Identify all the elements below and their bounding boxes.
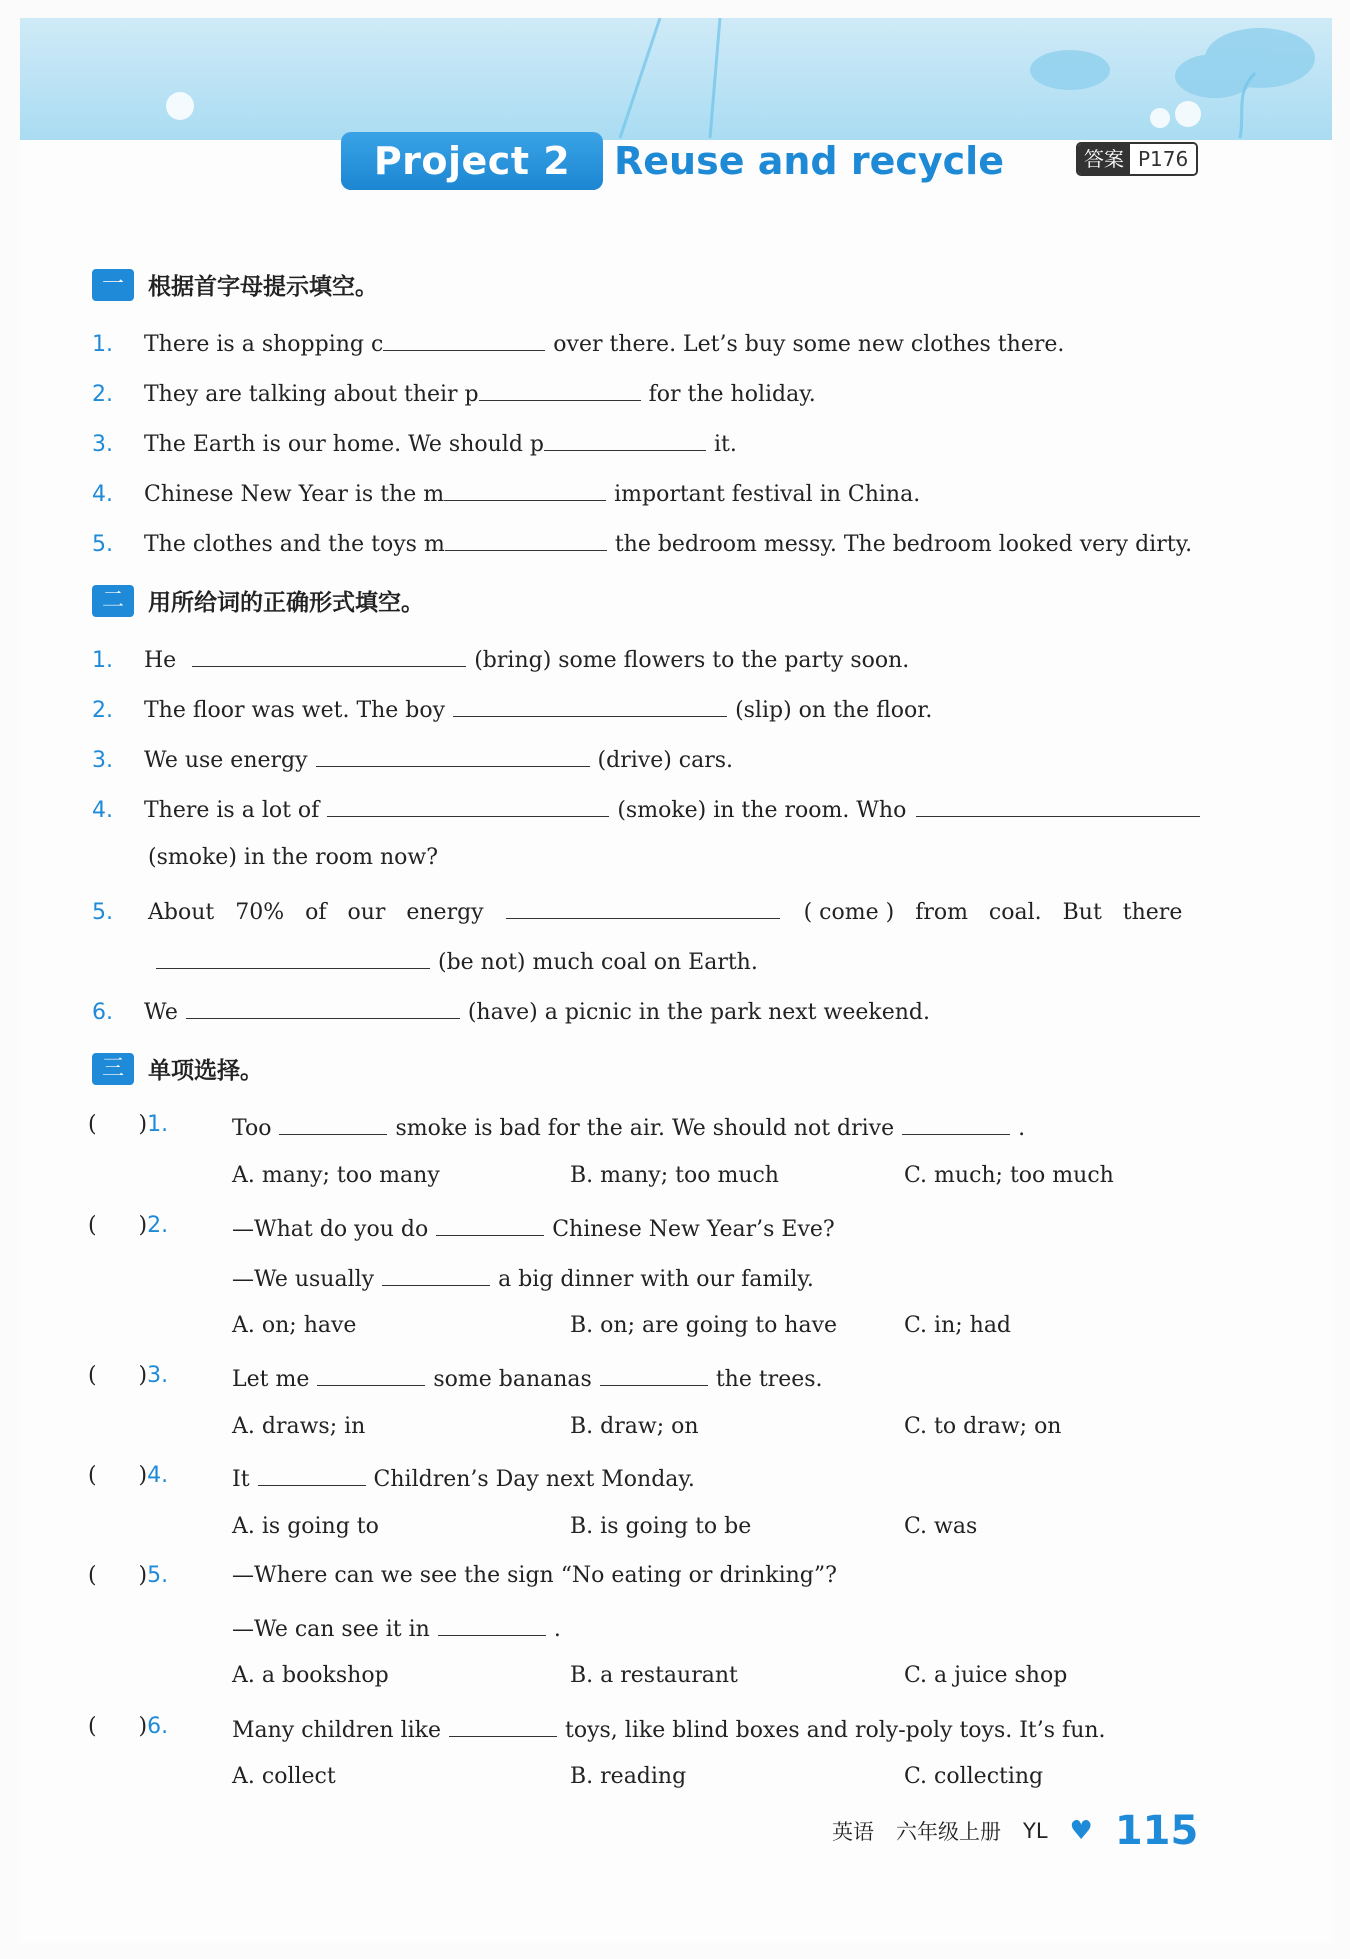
answer-blank[interactable] xyxy=(479,376,641,401)
question-text: the trees. xyxy=(715,1367,823,1392)
option-a[interactable]: A. on; have xyxy=(232,1313,357,1338)
question-number: 5. xyxy=(92,532,113,557)
section-title: 单项选择。 xyxy=(148,1058,263,1084)
answer-blank[interactable] xyxy=(445,526,607,551)
footer-grade: 六年级上册 xyxy=(896,1820,1001,1844)
answer-bracket[interactable]: ( )3. xyxy=(88,1363,169,1388)
answer-blank[interactable] xyxy=(186,994,460,1019)
answer-blank[interactable] xyxy=(192,642,466,667)
question-text: Chinese New Year’s Eve? xyxy=(552,1217,835,1242)
s2-question-3 xyxy=(92,742,733,776)
question-number: 3. xyxy=(147,1363,169,1388)
mc-question-3 xyxy=(232,1361,823,1395)
option-a[interactable]: A. a bookshop xyxy=(232,1663,389,1688)
section-1-heading xyxy=(92,268,378,301)
question-number: 2. xyxy=(92,382,113,407)
section-badge: 三 xyxy=(92,1053,134,1085)
footer-edition: YL xyxy=(1023,1819,1048,1843)
question-text: We use energy xyxy=(144,748,308,773)
mc-question-4 xyxy=(232,1461,695,1495)
question-number: 4. xyxy=(92,798,113,823)
question-text: . xyxy=(553,1617,561,1642)
question-text: over there. Let’s buy some new clothes there. xyxy=(553,332,1065,357)
option-c[interactable]: C. was xyxy=(904,1514,978,1539)
answer-bracket[interactable]: ( )2. xyxy=(88,1213,169,1238)
answer-bracket[interactable]: ( )6. xyxy=(88,1714,169,1739)
option-b[interactable]: B. a restaurant xyxy=(570,1663,738,1688)
option-b[interactable]: B. is going to be xyxy=(570,1514,752,1539)
answer-blank[interactable] xyxy=(316,742,590,767)
option-c[interactable]: C. collecting xyxy=(904,1764,1044,1789)
question-text: (be not) much coal on Earth. xyxy=(438,950,758,975)
question-text: smoke is bad for the air. We should not drive xyxy=(395,1116,895,1141)
s1-question-1 xyxy=(92,326,1064,360)
answer-bracket[interactable]: ( )4. xyxy=(88,1463,169,1488)
option-b[interactable]: B. draw; on xyxy=(570,1414,699,1439)
mc-question-2-response xyxy=(232,1261,814,1295)
question-text: Let me xyxy=(232,1367,310,1392)
question-text: He xyxy=(144,648,177,673)
question-number: 2. xyxy=(147,1213,169,1238)
question-text: —We usually xyxy=(232,1267,375,1292)
question-number: 6. xyxy=(147,1714,169,1739)
workbook-page xyxy=(20,18,1332,1943)
question-text: Too xyxy=(232,1116,272,1141)
s2-question-5 xyxy=(92,894,1182,928)
header-banner xyxy=(20,18,1332,140)
s1-question-2 xyxy=(92,376,816,410)
option-b[interactable]: B. reading xyxy=(570,1764,687,1789)
section-2-heading xyxy=(92,584,424,617)
question-text: About 70% of our energy xyxy=(148,900,484,925)
option-c[interactable]: C. to draw; on xyxy=(904,1414,1062,1439)
answer-blank[interactable] xyxy=(279,1110,387,1135)
question-text: (smoke) in the room now? xyxy=(148,845,439,870)
question-number: 1. xyxy=(92,332,113,357)
option-b[interactable]: B. many; too much xyxy=(570,1163,779,1188)
footer-subject: 英语 xyxy=(832,1820,874,1844)
question-text: a big dinner with our family. xyxy=(498,1267,814,1292)
answer-blank[interactable] xyxy=(600,1361,708,1386)
s2-question-2 xyxy=(92,692,932,726)
question-number: 6. xyxy=(92,1000,113,1025)
question-text: (drive) cars. xyxy=(597,748,734,773)
option-c[interactable]: C. a juice shop xyxy=(904,1663,1068,1688)
page-footer xyxy=(832,1808,1220,1854)
question-text: Chinese New Year is the m xyxy=(144,482,445,507)
question-text: ( come ) from coal. But there xyxy=(803,900,1183,925)
question-text: (smoke) in the room. Who xyxy=(617,798,907,823)
question-text: We xyxy=(144,1000,178,1025)
answer-bracket[interactable]: ( )1. xyxy=(88,1112,169,1137)
question-text: It xyxy=(232,1467,250,1492)
question-text: Children’s Day next Monday. xyxy=(373,1467,695,1492)
answer-blank[interactable] xyxy=(382,1261,490,1286)
question-text: —Where can we see the sign “No eating or drinking”? xyxy=(232,1563,837,1588)
section-title: 用所给词的正确形式填空。 xyxy=(148,590,424,616)
mc-question-2 xyxy=(232,1211,835,1245)
answer-blank[interactable] xyxy=(156,944,430,969)
option-a[interactable]: A. many; too many xyxy=(232,1163,440,1188)
option-b[interactable]: B. on; are going to have xyxy=(570,1313,838,1338)
section-title: 根据首字母提示填空。 xyxy=(148,274,378,300)
project-subtitle: Reuse and recycle xyxy=(614,139,1004,183)
answer-blank[interactable] xyxy=(383,326,545,351)
question-number: 4. xyxy=(92,482,113,507)
s2-question-4-continued xyxy=(148,843,438,873)
option-c[interactable]: C. in; had xyxy=(904,1313,1012,1338)
banner-decoration xyxy=(20,18,1332,140)
answer-blank[interactable] xyxy=(544,426,706,451)
page-number: 115 xyxy=(1114,1808,1199,1854)
answer-blank[interactable] xyxy=(902,1110,1010,1135)
answer-label: 答案 xyxy=(1078,144,1130,174)
question-text: some bananas xyxy=(433,1367,592,1392)
section-3-heading xyxy=(92,1052,263,1085)
question-number: 5. xyxy=(147,1563,169,1588)
question-text: —What do you do xyxy=(232,1217,429,1242)
answer-blank[interactable] xyxy=(453,692,727,717)
question-text: The floor was wet. The boy xyxy=(144,698,446,723)
section-badge: 一 xyxy=(92,269,134,301)
question-text: The Earth is our home. We should p xyxy=(144,432,544,457)
option-a[interactable]: A. collect xyxy=(232,1764,336,1789)
s2-question-1 xyxy=(92,642,909,676)
option-c[interactable]: C. much; too much xyxy=(904,1163,1114,1188)
s2-question-5-continued xyxy=(148,944,758,978)
answer-blank[interactable] xyxy=(258,1461,366,1486)
question-text: The clothes and the toys m xyxy=(144,532,445,557)
question-text: —We can see it in xyxy=(232,1617,430,1642)
question-text: it. xyxy=(713,432,737,457)
answer-blank[interactable] xyxy=(438,1611,546,1636)
question-text: for the holiday. xyxy=(648,382,816,407)
answer-blank[interactable] xyxy=(506,894,780,919)
question-number: 5. xyxy=(92,900,113,925)
question-number: 1. xyxy=(92,648,113,673)
answer-blank[interactable] xyxy=(317,1361,425,1386)
option-a[interactable]: A. draws; in xyxy=(232,1414,366,1439)
s1-question-5 xyxy=(92,526,1192,560)
question-number: 4. xyxy=(147,1463,169,1488)
answer-page: P176 xyxy=(1130,144,1196,174)
answer-blank[interactable] xyxy=(449,1712,557,1737)
answer-blank[interactable] xyxy=(327,792,609,817)
question-text: important festival in China. xyxy=(614,482,921,507)
question-number: 1. xyxy=(147,1112,169,1137)
s2-question-4 xyxy=(92,792,1208,826)
question-number: 3. xyxy=(92,748,113,773)
mc-question-5 xyxy=(232,1561,837,1591)
question-text: toys, like blind boxes and roly-poly toys. It’s fun. xyxy=(565,1718,1106,1743)
question-text: (slip) on the floor. xyxy=(735,698,933,723)
question-text: There is a lot of xyxy=(144,798,320,823)
question-text: . xyxy=(1018,1116,1026,1141)
answer-blank[interactable] xyxy=(916,792,1200,817)
project-title-pill: Project 2 xyxy=(341,132,603,190)
mc-question-5-response xyxy=(232,1611,561,1645)
s2-question-6 xyxy=(92,994,930,1028)
answer-blank[interactable] xyxy=(436,1211,544,1236)
answer-blank[interactable] xyxy=(444,476,606,501)
mc-question-1 xyxy=(232,1110,1025,1144)
question-text: the bedroom messy. The bedroom looked very dirty. xyxy=(614,532,1193,557)
question-number: 3. xyxy=(92,432,113,457)
option-a[interactable]: A. is going to xyxy=(232,1514,379,1539)
question-text: Many children like xyxy=(232,1718,441,1743)
answer-bracket[interactable]: ( )5. xyxy=(88,1563,169,1588)
section-badge: 二 xyxy=(92,585,134,617)
question-text: (bring) some flowers to the party soon. xyxy=(474,648,910,673)
s1-question-3 xyxy=(92,426,737,460)
question-text: There is a shopping c xyxy=(144,332,384,357)
question-text: They are talking about their p xyxy=(144,382,479,407)
answer-reference xyxy=(1076,142,1198,176)
question-number: 2. xyxy=(92,698,113,723)
mc-question-6 xyxy=(232,1712,1106,1746)
question-text: (have) a picnic in the park next weekend. xyxy=(467,1000,930,1025)
s1-question-4 xyxy=(92,476,920,510)
heart-icon: ♥ xyxy=(1069,1816,1093,1846)
